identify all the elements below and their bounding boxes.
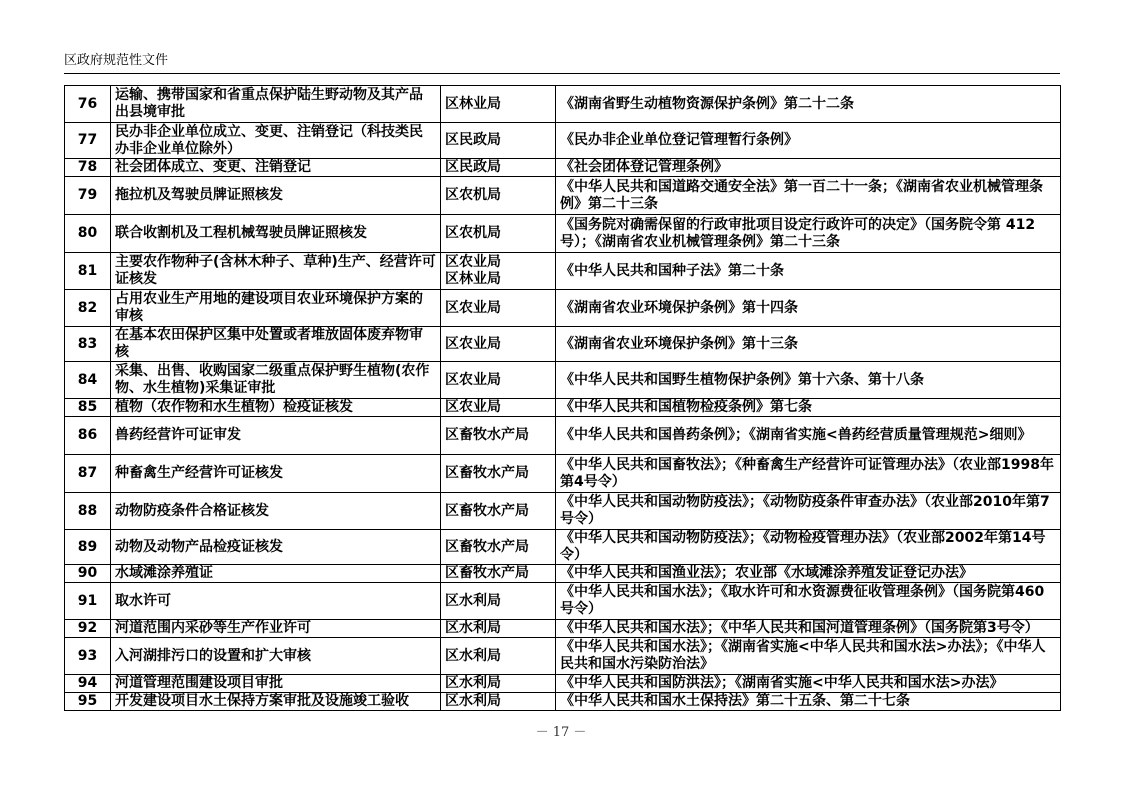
table-row: [65, 399, 1061, 417]
table-row: [65, 693, 1061, 711]
item-number: 81: [65, 253, 111, 290]
department: [441, 583, 556, 620]
department-name: 区畜牧水产局: [445, 502, 529, 519]
department-name: 区水利局: [445, 693, 501, 709]
item-name: 取水许可: [111, 583, 441, 620]
department-name: 区畜牧水产局: [445, 427, 529, 443]
department: [441, 177, 556, 215]
item-number: 95: [65, 693, 111, 711]
legal-basis: 《湖南省农业环境保护条例》第十三条: [556, 327, 1061, 362]
department-name: 区民政局: [445, 132, 501, 148]
department: [441, 123, 556, 159]
department: [441, 215, 556, 253]
department: [441, 620, 556, 638]
legal-basis: 《中华人民共和国水法》；《湖南省实施<中华人民共和国水法>办法》；《中华人民共和国水污染防治法》: [556, 638, 1061, 675]
department: [441, 290, 556, 327]
department-name: 区农业局: [445, 399, 501, 415]
item-name: 民办非企业单位成立、变更、注销登记（科技类民办非企业单位除外）: [111, 123, 441, 159]
department: [441, 530, 556, 565]
legal-basis: 《中华人民共和国水法》；《取水许可和水资源费征收管理条例》（国务院第460号令）: [556, 583, 1061, 620]
department-name: 区林业局: [445, 271, 501, 287]
item-name: 动物防疫条件合格证核发: [111, 493, 441, 530]
item-number: 94: [65, 675, 111, 693]
table-row: [65, 620, 1061, 638]
item-name: 采集、出售、收购国家二级重点保护野生植物(农作物、水生植物)采集证审批: [111, 362, 441, 399]
item-number: 82: [65, 290, 111, 327]
item-name: 水域滩涂养殖证: [111, 565, 441, 583]
department: [441, 675, 556, 693]
table-row: [65, 290, 1061, 327]
table-body: [65, 86, 1061, 711]
table-row: [65, 177, 1061, 215]
legal-basis: 《中华人民共和国动物防疫法》；《动物检疫管理办法》（农业部2002年第14号令）: [556, 530, 1061, 565]
item-number: 89: [65, 530, 111, 565]
legal-basis: 《中华人民共和国动物防疫法》；《动物防疫条件审查办法》（农业部2010年第7号令）: [556, 493, 1061, 530]
department-name: 区林业局: [445, 95, 501, 112]
department: [441, 159, 556, 177]
department-name: 区农业局: [445, 335, 501, 352]
legal-basis: 《湖南省农业环境保护条例》第十四条: [556, 290, 1061, 327]
table-row: [65, 327, 1061, 362]
department-name: 区水利局: [445, 675, 501, 691]
item-number: 87: [65, 455, 111, 493]
legal-basis: 《国务院对确需保留的行政审批项目设定行政许可的决定》（国务院令第 412号）；《湖南省农业机械管理条例》第二十三条: [556, 215, 1061, 253]
department-name: 区农业局: [445, 371, 501, 388]
item-number: 77: [65, 123, 111, 159]
table-row: [65, 123, 1061, 159]
item-name: 兽药经营许可证审发: [111, 417, 441, 455]
legal-basis: 《中华人民共和国植物检疫条例》第七条: [556, 399, 1061, 417]
legal-basis: 《中华人民共和国防洪法》；《湖南省实施<中华人民共和国水法>办法》: [556, 675, 1061, 693]
item-name: 动物及动物产品检疫证核发: [111, 530, 441, 565]
item-name: 联合收割机及工程机械驾驶员牌证照核发: [111, 215, 441, 253]
item-number: 93: [65, 638, 111, 675]
item-name: 在基本农田保护区集中处置或者堆放固体废弃物审核: [111, 327, 441, 362]
item-name: 开发建设项目水土保持方案审批及设施竣工验收: [111, 693, 441, 711]
item-number: 76: [65, 86, 111, 123]
table-row: [65, 638, 1061, 675]
department: [441, 399, 556, 417]
table-row: [65, 362, 1061, 399]
item-number: 88: [65, 493, 111, 530]
item-number: 83: [65, 327, 111, 362]
department: [441, 455, 556, 493]
item-name: 主要农作物种子(含林木种子、草种)生产、经营许可证核发: [111, 253, 441, 290]
legal-basis: 《中华人民共和国水土保持法》第二十五条、第二十七条: [556, 693, 1061, 711]
item-number: 92: [65, 620, 111, 638]
item-number: 78: [65, 159, 111, 177]
document-header: 区政府规范性文件: [64, 53, 169, 68]
legal-basis: 《社会团体登记管理条例》: [556, 159, 1061, 177]
item-name: 植物（农作物和水生植物）检疫证核发: [111, 399, 441, 417]
legal-basis: 《中华人民共和国野生植物保护条例》第十六条、第十八条: [556, 362, 1061, 399]
item-name: 河道范围内采砂等生产作业许可: [111, 620, 441, 638]
department: [441, 327, 556, 362]
department-name: 区畜牧水产局: [445, 565, 529, 581]
item-number: 91: [65, 583, 111, 620]
department-name: 区水利局: [445, 620, 501, 636]
table-row: [65, 215, 1061, 253]
department-name: 区农业局: [445, 254, 501, 270]
item-number: 80: [65, 215, 111, 253]
table-row: [65, 253, 1061, 290]
item-name: 种畜禽生产经营许可证核发: [111, 455, 441, 493]
legal-basis: 《中华人民共和国兽药条例》；《湖南省实施<兽药经营质量管理规范>细则》: [556, 417, 1061, 455]
department: [441, 693, 556, 711]
item-name: 入河湖排污口的设置和扩大审核: [111, 638, 441, 675]
legal-basis: 《中华人民共和国渔业法》；农业部《水域滩涂养殖发证登记办法》: [556, 565, 1061, 583]
item-name: 拖拉机及驾驶员牌证照核发: [111, 177, 441, 215]
item-name: 运输、携带国家和省重点保护陆生野动物及其产品出县境审批: [111, 86, 441, 123]
department-name: 区畜牧水产局: [445, 538, 529, 555]
department: [441, 86, 556, 123]
department: [441, 362, 556, 399]
item-name: 河道管理范围建设项目审批: [111, 675, 441, 693]
item-number: 86: [65, 417, 111, 455]
item-number: 84: [65, 362, 111, 399]
item-number: 85: [65, 399, 111, 417]
item-name: 占用农业生产用地的建设项目农业环境保护方案的审核: [111, 290, 441, 327]
department-name: 区农机局: [445, 187, 501, 203]
department: [441, 253, 556, 290]
page-number: － 17 －: [535, 725, 587, 740]
department-name: 区农业局: [445, 299, 501, 316]
department: [441, 638, 556, 675]
table-row: [65, 565, 1061, 583]
department-name: 区农机局: [445, 225, 501, 241]
legal-basis: 《中华人民共和国道路交通安全法》第一百二十一条；《湖南省农业机械管理条例》第二十三条: [556, 177, 1061, 215]
department: [441, 565, 556, 583]
table-row: [65, 493, 1061, 530]
legal-basis: 《湖南省野生动植物资源保护条例》第二十二条: [556, 86, 1061, 123]
legal-basis: 《中华人民共和国种子法》第二十条: [556, 253, 1061, 290]
item-number: 79: [65, 177, 111, 215]
legal-basis: 《民办非企业单位登记管理暂行条例》: [556, 123, 1061, 159]
department-name: 区水利局: [445, 647, 501, 664]
department: [441, 493, 556, 530]
item-number: 90: [65, 565, 111, 583]
table-row: [65, 583, 1061, 620]
table-row: [65, 159, 1061, 177]
table-row: [65, 417, 1061, 455]
department-name: 区水利局: [445, 592, 501, 609]
approval-items-table: [64, 85, 1061, 711]
table-row: [65, 455, 1061, 493]
legal-basis: 《中华人民共和国畜牧法》；《种畜禽生产经营许可证管理办法》（农业部1998年第4号令）: [556, 455, 1061, 493]
legal-basis: 《中华人民共和国水法》；《中华人民共和国河道管理条例》（国务院第3号令）: [556, 620, 1061, 638]
item-name: 社会团体成立、变更、注销登记: [111, 159, 441, 177]
table-row: [65, 86, 1061, 123]
department-name: 区畜牧水产局: [445, 465, 529, 481]
header-divider: [64, 73, 1060, 74]
table-row: [65, 530, 1061, 565]
department-name: 区民政局: [445, 159, 501, 175]
table-row: [65, 675, 1061, 693]
department: [441, 417, 556, 455]
